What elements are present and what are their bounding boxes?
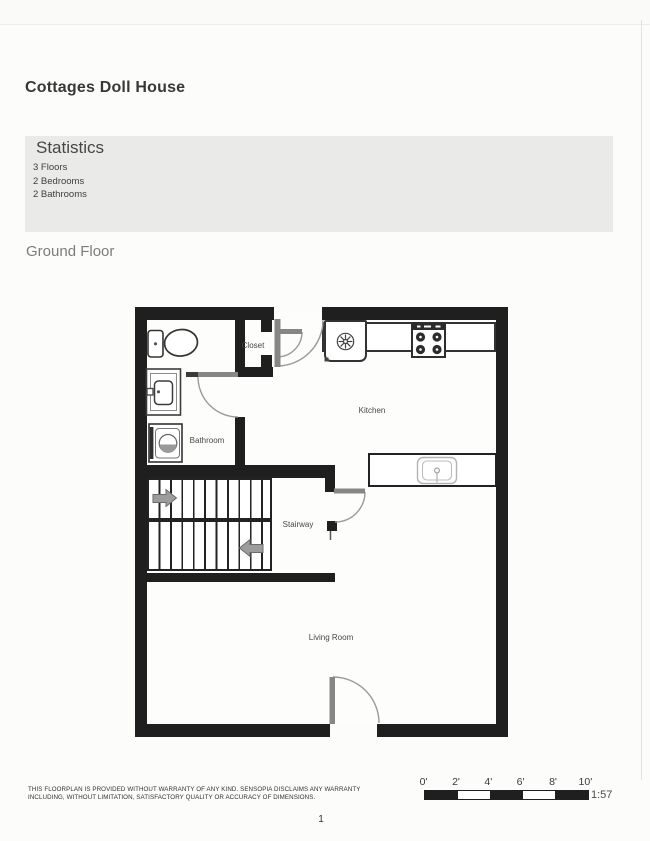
- wall-closet-right-top: [261, 320, 272, 332]
- statistics-panel: [25, 136, 613, 232]
- wall-hall-kitchen: [325, 478, 335, 492]
- wall-closet-bottom: [235, 367, 273, 377]
- wall-bottom-left: [135, 724, 330, 737]
- wall-top-left: [135, 307, 274, 320]
- page-title: Cottages Doll House: [25, 79, 186, 96]
- wall-door-stop-stub: [327, 521, 337, 531]
- wall-bathroom-hall: [235, 417, 245, 466]
- wall-stair-top: [147, 465, 335, 478]
- kitchen-island-counter: [368, 453, 497, 487]
- scale-tick-8: 8': [549, 776, 557, 788]
- scale-tick-6: 6': [516, 776, 525, 788]
- staircase: [147, 478, 272, 571]
- statistics-heading: Statistics: [36, 138, 105, 157]
- room-label-kitchen: Kitchen: [358, 405, 386, 415]
- staircase-landing-divider: [147, 518, 272, 522]
- wall-bottom-right: [377, 724, 508, 737]
- room-label-closet: Closet: [241, 341, 265, 350]
- wall-stair-bottom: [147, 573, 335, 582]
- scale-segment-dark: [555, 791, 588, 799]
- wall-bathroom-door-stub: [186, 372, 198, 377]
- disclaimer-line-2: INCLUDING, WITHOUT LIMITATION, SATISFACTORY QUALITY OR ACCURACY OF DIMENSIONS.: [28, 794, 316, 801]
- stat-bathrooms: 2 Bathrooms: [33, 189, 87, 200]
- stat-floors: 3 Floors: [33, 162, 68, 173]
- disclaimer-text: [28, 786, 368, 802]
- floor-name: Ground Floor: [26, 243, 115, 260]
- scale-tick-10: 10': [578, 776, 593, 788]
- room-label-living-room: Living Room: [308, 632, 354, 642]
- statistics-list: [33, 161, 87, 202]
- wall-left: [135, 307, 147, 737]
- disclaimer-line-1: THIS FLOORPLAN IS PROVIDED WITHOUT WARRANTY OF ANY KIND. SENSOPIA DISCLAIMS ANY WARRANTY: [28, 786, 361, 793]
- wall-closet-right-bottom: [261, 355, 272, 367]
- scale-bar: [424, 790, 589, 800]
- page-top-band: [0, 0, 650, 25]
- room-label-bathroom: Bathroom: [189, 435, 225, 445]
- scale-segment-dark: [425, 791, 458, 799]
- stat-bedrooms: 2 Bedrooms: [33, 175, 85, 187]
- fridge-icon: [324, 320, 367, 362]
- scale-ratio: 1:57: [591, 789, 613, 801]
- scan-edge-artifact: [641, 20, 642, 780]
- scale-tick-2: 2': [452, 776, 460, 788]
- stove-control-strip: [413, 324, 444, 330]
- scale-segment-dark: [490, 791, 523, 799]
- wall-right: [496, 307, 508, 737]
- scale-tick-4: 4': [484, 776, 493, 788]
- page-number: 1: [318, 814, 324, 825]
- scale-tick-0: 0': [419, 776, 428, 788]
- room-label-stairway: Stairway: [282, 519, 314, 529]
- wall-top-right: [322, 307, 508, 320]
